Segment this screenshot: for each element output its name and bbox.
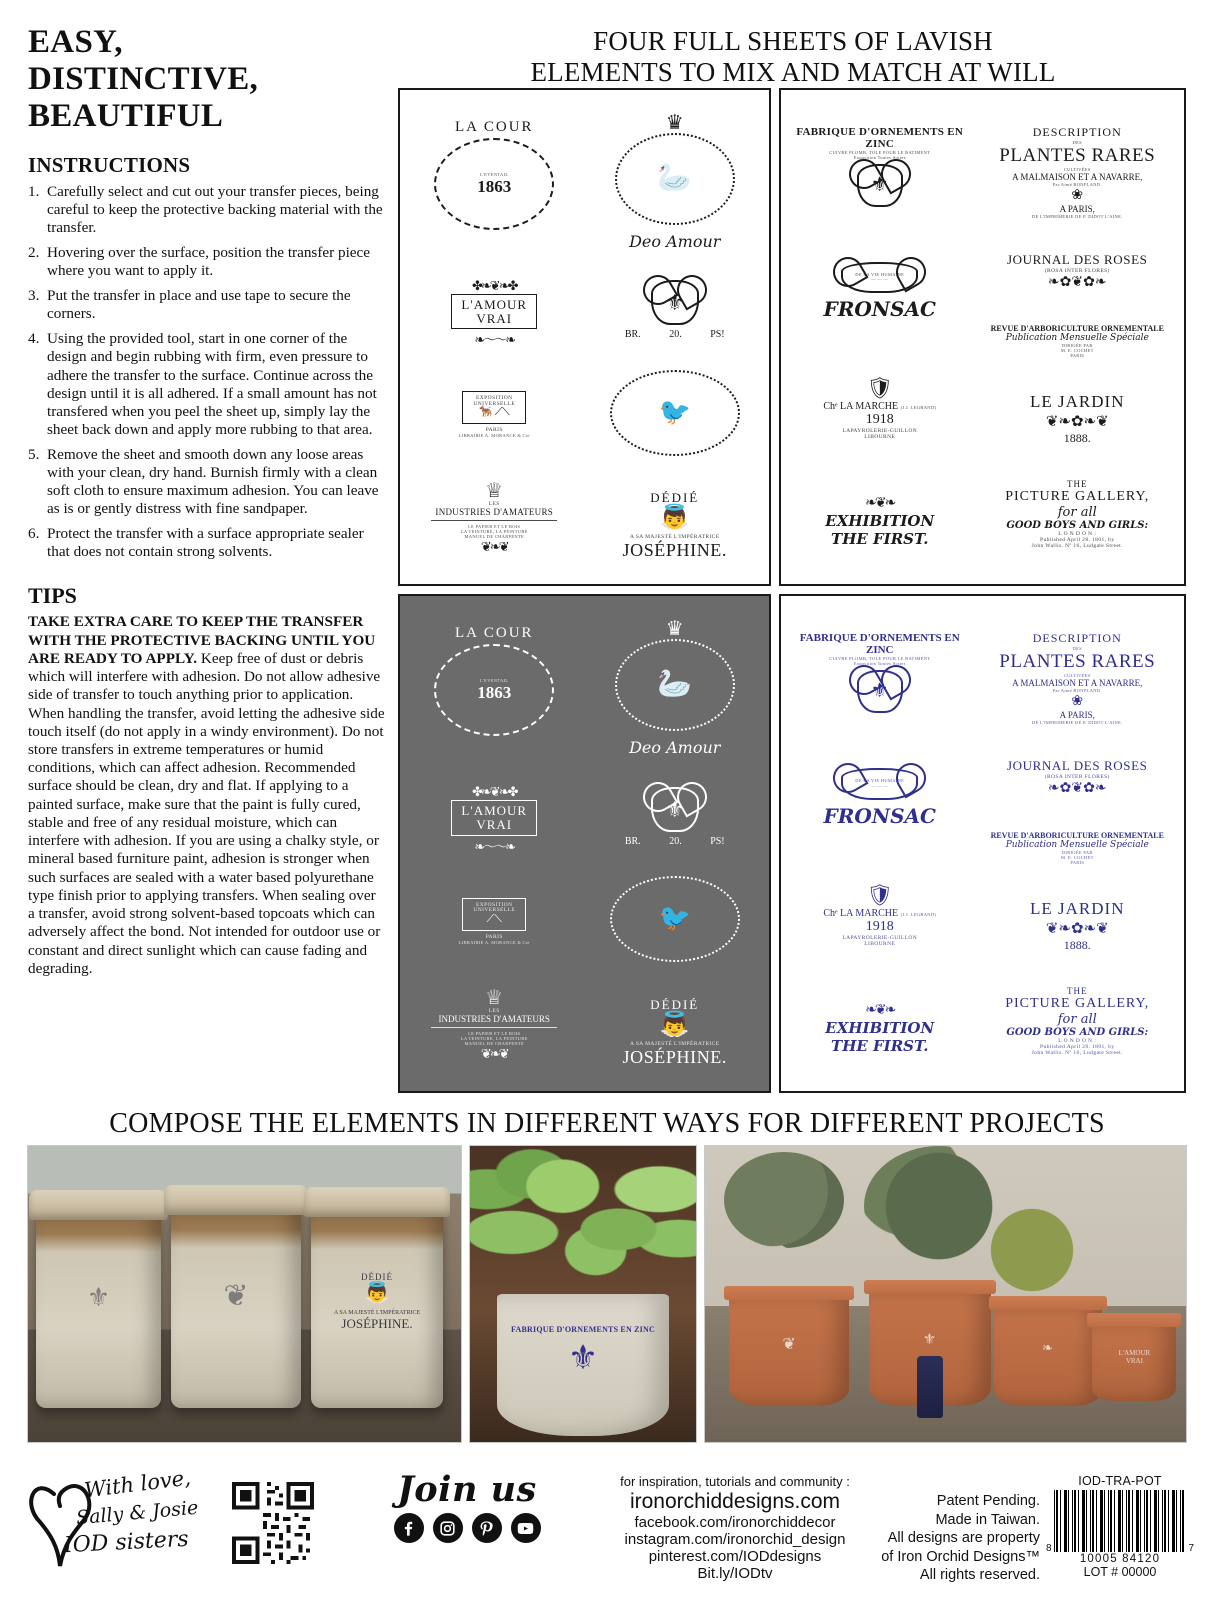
- motif-la-marche: 🛡 Chᵉ LA MARCHE (J.J. LEGRAND) 1918 LAPAYROLERIE-GUILLON LIBOURNE: [785, 376, 975, 440]
- laurel-branch-icon: ❧❦❧: [865, 496, 895, 512]
- cartouche-ornament-icon: [651, 280, 699, 325]
- web-intro: for inspiration, tutorials and community :: [620, 1474, 850, 1489]
- rights-reserved-line: All rights reserved.: [919, 1567, 1040, 1584]
- greyhound-ornament-icon: 🐕‍🦺 ⟋⟍: [479, 406, 510, 419]
- website-link[interactable]: ironorchiddesigns.com: [629, 1490, 841, 1513]
- step-number: 1.: [28, 182, 40, 200]
- motif-journal-des-roses-blue: JOURNAL DES ROSES (ROSA INTER FLORES) ❧✿❦✿❧: [983, 758, 1173, 797]
- winged-cherub-icon: 👼: [364, 1282, 390, 1305]
- cartouche-ornament-icon: [651, 787, 699, 832]
- motif-lamour-vrai-reversed: ✤❧❦❧✤ L'AMOUR VRAI ❧〜〜❧: [404, 784, 585, 854]
- step-text: Hovering over the surface, position the transfer piece where you want to apply it.: [47, 244, 371, 280]
- sheet4-right-column: [975, 604, 1181, 1083]
- lot-number: LOT # 00000: [1083, 1565, 1157, 1579]
- sheet1-left-column: [404, 98, 585, 576]
- step-text: Remove the sheet and smooth down any loose areas with your clean, dry hand. Burnish firmly with a clean soft cloth to ensure maximum adhesion. You can leave as is or gently distress with fine sandpaper.: [47, 445, 379, 518]
- motif-plantes-rares: DESCRIPTION DES PLANTES RARES CULTIVÉES A MALMAISON ET A NAVARRE, Par Aimé BONPLAND. ❀ A PARIS, DE L'IMPRIMERIE DE P. DIDOT L'AINE.: [983, 125, 1173, 219]
- swag-ornament-icon: ❧〜〜❧: [474, 838, 515, 854]
- rococo-cartouche-icon: DE LA VIE HUMAINE — — —: [841, 768, 918, 799]
- motif-fabrique-ornements-blue: FABRIQUE D'ORNEMENTS EN ZINC CUIVRE PLOMB, TOLE POUR LE BATIMENT Exposition Toutes Sortes ⚜: [785, 632, 975, 713]
- motif-la-cour-reversed: LA COUR L'EVENTAIL 1863: [404, 625, 585, 741]
- transfer-sheet-1: [398, 88, 771, 586]
- social-icons-row: [372, 1513, 562, 1543]
- winged-cherub-icon: 👼: [659, 1012, 690, 1039]
- laurel-wreath-icon: ❦❧❦: [480, 1045, 508, 1061]
- pinterest-icon[interactable]: [472, 1513, 502, 1543]
- motif-picture-gallery-blue: THE PICTURE GALLERY, for all GOOD BOYS AND GIRLS: L O N D O N : Published April 28. 1801, by John Wallis. Nº 16, Ludgate Street.: [1005, 986, 1150, 1057]
- foliage-ornament-icon: ✤❧❦❧✤: [472, 277, 517, 293]
- legal-block: [860, 1492, 1040, 1585]
- tips-heading: TIPS: [28, 583, 77, 609]
- monogram-icon: ❀: [1071, 187, 1084, 203]
- motif-industries-damateurs: ♕ LES INDUSTRIES D'AMATEURS LE PAPIER ET LE BOIS LA TEINTURE, LA PEINTURE MANUEL DE CHARPENTE ❦❧❦: [404, 481, 585, 555]
- barcode-number: 10005 84120: [1079, 1553, 1161, 1565]
- crock-jar: [171, 1203, 301, 1408]
- pot-transfer-art: ⚜: [922, 1331, 937, 1348]
- motif-exposition-reversed: EXPOSITION UNIVERSELLE ⟋⟍ PARIS LIBRAIRIE A. MORANCE & Cie: [404, 898, 585, 945]
- photo-terracotta-pots: [704, 1145, 1187, 1443]
- motif-dedie-josephine-reversed: DÉDIÉ 👼 A SA MAJESTÉ L'IMPÉRATRICE JOSÉPHINE.: [585, 997, 766, 1068]
- sheet2-right-column: [975, 98, 1181, 576]
- motif-exhibition-blue: ❧❦❧ EXHIBITION THE FIRST.: [785, 1002, 975, 1055]
- signature-line-1: With love,: [82, 1465, 192, 1503]
- transfer-sheets-grid: [398, 88, 1188, 1093]
- motif-le-jardin: LE JARDIN ❦❧✿❧❦ 1888.: [983, 392, 1173, 446]
- basil-plant: [469, 1145, 697, 1294]
- pinterest-link[interactable]: pinterest.com/IODdesigns: [648, 1548, 822, 1565]
- left-instructions-column: [28, 24, 386, 978]
- floral-swag-icon: ❦❧✿❧❦: [1045, 413, 1109, 430]
- footer: [0, 1452, 1214, 1619]
- motif-lamour-vrai: ✤❧❦❧✤ L'AMOUR VRAI ❧〜〜❧: [404, 278, 585, 348]
- terracotta-pot-small: [1092, 1323, 1176, 1401]
- wreath-ornament-icon: L'EVENTAIL 1863: [434, 138, 554, 230]
- designs-property-line-2: of Iron Orchid Designs™: [881, 1548, 1040, 1565]
- motif-exposition-universelle: EXPOSITION UNIVERSELLE 🐕‍🦺 ⟋⟍ PARIS LIBRAIRIE A. MORANCE & Cie: [404, 391, 585, 438]
- tips-lead: TAKE EXTRA CARE TO KEEP THE TRANSFER WITH THE PROTECTIVE BACKING UNTIL YOU ARE READY TO APPLY.: [28, 613, 376, 667]
- instructions-heading: INSTRUCTIONS: [28, 152, 191, 177]
- barcode-block: [1046, 1474, 1194, 1579]
- motif-bird-wreath-reversed: [585, 876, 766, 967]
- transfer-sheet-2: [779, 88, 1186, 586]
- instruction-step: [28, 330, 386, 438]
- project-photos-row: [27, 1145, 1187, 1443]
- signature-line-3: IOD sisters: [63, 1526, 190, 1559]
- motif-fronsac: DE LA VIE HUMAINE — — — FRONSAC: [785, 262, 975, 321]
- paper-lid: [304, 1187, 450, 1217]
- sheets-heading-line-1: FOUR FULL SHEETS OF LAVISH: [593, 26, 993, 56]
- motif-picture-gallery: THE PICTURE GALLERY, for all GOOD BOYS AND GIRLS: L O N D O N : Published April 28. 1801, by John Wallis. Nº 16, Ludgate Street.: [1005, 479, 1150, 550]
- pot-transfer-art: ❧: [1042, 1340, 1054, 1356]
- motif-crest-reversed: ⚜ BR. 20. PS!: [585, 787, 766, 847]
- step-text: Protect the transfer with a surface appropriate sealer that does not contain strong solvents.: [47, 525, 364, 561]
- bird-icon: 🐦: [658, 397, 691, 427]
- step-number: 3.: [28, 287, 40, 305]
- concrete-pot: [497, 1294, 669, 1436]
- crown-icon: ♕: [485, 479, 504, 502]
- heraldic-shield-icon: 🛡: [866, 882, 894, 907]
- blue-glass-bottle: [917, 1356, 943, 1418]
- motif-bird-wreath: [585, 370, 766, 461]
- motif-industries-reversed: ♕ LES INDUSTRIES D'AMATEURS LE PAPIER ET LE BOIS LA TEINTURE, LA PEINTURE MANUEL DE CHARPENTE ❦❧❦: [404, 988, 585, 1062]
- oval-wreath-icon: [610, 876, 740, 962]
- laurel-wreath-icon: ❦❧❦: [480, 538, 508, 554]
- step-number: 5.: [28, 445, 40, 463]
- crown-icon: ♛: [665, 111, 684, 134]
- step-text: Put the transfer in place and use tape to secure the corners.: [47, 287, 351, 323]
- monogram-icon: ❀: [1071, 693, 1084, 709]
- motif-plantes-rares-blue: DESCRIPTION DES PLANTES RARES CULTIVÉES A MALMAISON ET A NAVARRE, Par Aimé BONPLAND. ❀ A PARIS, DE L'IMPRIMERIE DE P. DIDOT L'AINE.: [983, 631, 1173, 725]
- video-link[interactable]: Bit.ly/IODtv: [697, 1565, 773, 1582]
- motif-fronsac-blue: DE LA VIE HUMAINE — — — FRONSAC: [785, 768, 975, 827]
- join-us-label: Join us: [397, 1469, 537, 1510]
- tips-text: Keep free of dust or debris which will interfere with adhesion. Do not allow adhesive side of transfer to touch anything prior to application. When handling the transfer, avoid letting the adhesive side touch itself (do not apply in a windy environment). Do not store transfers in extreme temperatures or humid conditions, which can affect adhesion. Recommended surface should be clean, dry and flat. If applying to a painted surface, make sure that the paint is fully cured, stable and free of any residual moisture, which can interfere with adhesion. If you are using a chalky style, or mineral based furniture paint, adhesion is stronger when such surfaces are sealed with a water based polyurethane type finish prior to applying transfers. When sealing over a transfer, avoid strong solvent-based topcoats which can adversely affect the bond. Not intended for outdoor use or constant and direct sunlight which can cause fading and degrading.: [28, 649, 385, 977]
- photo-stoneware-crocks: [27, 1145, 462, 1443]
- sheets-heading-line-2: ELEMENTS TO MIX AND MATCH AT WILL: [530, 57, 1056, 88]
- motif-swan-crown: ♛ 🦢 Deo Amour: [585, 113, 766, 251]
- motif-swan-crown-reversed: ♛ 🦢 Deo Amour: [585, 619, 766, 757]
- crock-jar: [36, 1208, 161, 1408]
- crest-icon: ⚜: [664, 290, 685, 316]
- designs-property-line-1: All designs are property: [887, 1530, 1040, 1547]
- crock-transfer-art: ⚜: [86, 1283, 111, 1312]
- pot-transfer-art: FABRIQUE D'ORNEMENTS EN ZINC ⚜: [497, 1325, 669, 1377]
- motif-la-cour: LA COUR L'EVENTAIL 1863: [404, 119, 585, 235]
- pot-transfer-art: ❦: [782, 1335, 796, 1353]
- transfer-sheet-3: [398, 594, 771, 1093]
- foliage-ornament-icon: ✤❧❦❧✤: [472, 784, 517, 800]
- crock-jar: [311, 1205, 443, 1408]
- motif-journal-des-roses: JOURNAL DES ROSES (ROSA INTER FLORES) ❧✿❦✿❧: [983, 252, 1173, 291]
- winged-cherub-icon: 👼: [659, 505, 690, 532]
- step-text: Using the provided tool, start in one corner of the design and begin rubbing with firm, even pressure to adhere the transfer to the surface. Continue across the design until it is all adhered. If a small amount has not transfered when you peel the sheet up, simply lay the sheet back down and apply more rubbing to that area.: [47, 330, 377, 438]
- cherub-crest-icon: ⚜: [857, 670, 903, 713]
- motif-exhibition-the-first: ❧❦❧ EXHIBITION THE FIRST.: [785, 495, 975, 548]
- swan-icon: 🦢: [657, 668, 693, 700]
- motif-crest-br-ps: ⚜ BR. 20. PS!: [585, 280, 766, 340]
- hero-line-2: DISTINCTIVE,: [28, 60, 259, 97]
- laurel-wreath-icon: [615, 639, 735, 731]
- motif-le-jardin-blue: LE JARDIN ❦❧✿❧❦ 1888.: [983, 899, 1173, 953]
- paper-lid: [29, 1190, 168, 1220]
- step-number: 6.: [28, 525, 40, 543]
- youtube-icon[interactable]: [511, 1513, 541, 1543]
- motif-la-marche-blue: 🛡 Chᵉ LA MARCHE (J.J. LEGRAND) 1918 LAPAYROLERIE-GUILLON LIBOURNE: [785, 883, 975, 947]
- terracotta-pot: [729, 1296, 849, 1406]
- hero-line-1: EASY,: [28, 24, 123, 60]
- hero-line-3: BEAUTIFUL: [28, 97, 224, 134]
- instruction-step: [28, 525, 386, 561]
- instruction-step: [28, 446, 386, 518]
- barrel-cactus: [984, 1205, 1080, 1295]
- rose-garland-icon: ❧✿❦✿❧: [1047, 275, 1107, 291]
- sheet3-left-column: [404, 604, 585, 1083]
- wreath-ornament-icon: L'EVENTAIL 1863: [434, 644, 554, 736]
- terracotta-pot: [994, 1306, 1102, 1406]
- instagram-icon[interactable]: [433, 1513, 463, 1543]
- barcode-digit-left: 8: [1046, 1543, 1052, 1554]
- tips-body: [28, 613, 386, 978]
- transfer-sheet-4: [779, 594, 1186, 1093]
- qr-code-icon: [232, 1482, 314, 1564]
- compose-heading: COMPOSE THE ELEMENTS IN DIFFERENT WAYS FOR DIFFERENT PROJECTS: [109, 1108, 1105, 1139]
- crown-icon: ♕: [485, 986, 504, 1009]
- instructions-list: [28, 183, 386, 561]
- succulent-plant: [724, 1152, 844, 1248]
- facebook-icon[interactable]: [394, 1513, 424, 1543]
- floral-swag-icon: ❦❧✿❧❦: [1045, 920, 1109, 937]
- laurel-branch-icon: ❧❦❧: [865, 1003, 895, 1019]
- bird-icon: 🐦: [658, 904, 691, 934]
- motif-fabrique-ornements: FABRIQUE D'ORNEMENTS EN ZINC CUIVRE PLOMB, TOLE POUR LE BATIMENT Exposition Toutes Sortes ⚜: [785, 126, 975, 207]
- motif-revue-arboriculture-blue: REVUE D'ARBORICULTURE ORNEMENTALE Publication Mensuelle Spéciale DIRIGÉE PAR M. E. COCHET PARIS: [990, 830, 1164, 865]
- rose-garland-icon: ❧✿❦✿❧: [1047, 781, 1107, 797]
- crown-icon: ♛: [665, 617, 684, 640]
- instruction-step: [28, 287, 386, 323]
- step-number: 4.: [28, 330, 40, 348]
- barcode-digit-right: 7: [1188, 1543, 1194, 1554]
- sheets-heading: [398, 26, 1188, 89]
- step-text: Carefully select and cut out your transfer pieces, being careful to keep the protective backing material with the transfer.: [47, 182, 383, 237]
- signature-line-2: Sally & Josie: [75, 1496, 200, 1530]
- sheet3-right-column: [585, 604, 766, 1083]
- crest-icon: ⚜: [664, 796, 685, 822]
- made-in-line: Made in Taiwan.: [935, 1511, 1040, 1528]
- barcode-bars: [1054, 1490, 1186, 1552]
- greyhound-ornament-icon: ⟋⟍: [486, 913, 502, 926]
- signature-block: [24, 1466, 234, 1576]
- crest-icon: ⚜: [567, 1340, 599, 1378]
- motif-dedie-josephine: DÉDIÉ 👼 A SA MAJESTÉ L'IMPÉRATRICE JOSÉPHINE.: [585, 490, 766, 561]
- crock-transfer-art: DÉDIÉ 👼 A SA MAJESTÉ L'IMPÉRATRICE JOSÉPHINE.: [311, 1272, 443, 1332]
- sheet2-left-column: [785, 98, 975, 576]
- step-number: 2.: [28, 244, 40, 262]
- join-us-block: [372, 1469, 562, 1543]
- sheet1-right-column: [585, 98, 766, 576]
- sheet4-left-column: [785, 604, 975, 1083]
- motif-revue-arboriculture: REVUE D'ARBORICULTURE ORNEMENTALE Publication Mensuelle Spéciale DIRIGÉE PAR M. E. COCHET PARIS: [990, 324, 1164, 359]
- crock-transfer-art: ❦: [223, 1279, 249, 1313]
- swan-icon: 🦢: [657, 162, 693, 194]
- heraldic-shield-icon: 🛡: [866, 376, 894, 401]
- facebook-link[interactable]: facebook.com/ironorchiddecor: [634, 1514, 836, 1531]
- page-title: [28, 24, 386, 135]
- photo-concrete-planter: [469, 1145, 697, 1443]
- instruction-step: [28, 244, 386, 280]
- cherub-crest-icon: ⚜: [857, 164, 903, 207]
- rococo-cartouche-icon: DE LA VIE HUMAINE — — —: [841, 262, 918, 293]
- instagram-link[interactable]: instagram.com/ironorchid_design: [624, 1531, 846, 1548]
- web-links-block: [570, 1474, 900, 1582]
- patent-line: Patent Pending.: [936, 1493, 1040, 1509]
- pot-transfer-art: L'AMOUR VRAI: [1118, 1349, 1151, 1366]
- oval-wreath-icon: [610, 370, 740, 456]
- paper-lid: [164, 1185, 308, 1215]
- laurel-wreath-icon: [615, 133, 735, 225]
- qr-code[interactable]: [232, 1482, 314, 1564]
- instruction-step: [28, 183, 386, 237]
- swag-ornament-icon: ❧〜〜❧: [474, 332, 515, 348]
- sku-code: IOD-TRA-POT: [1078, 1474, 1162, 1488]
